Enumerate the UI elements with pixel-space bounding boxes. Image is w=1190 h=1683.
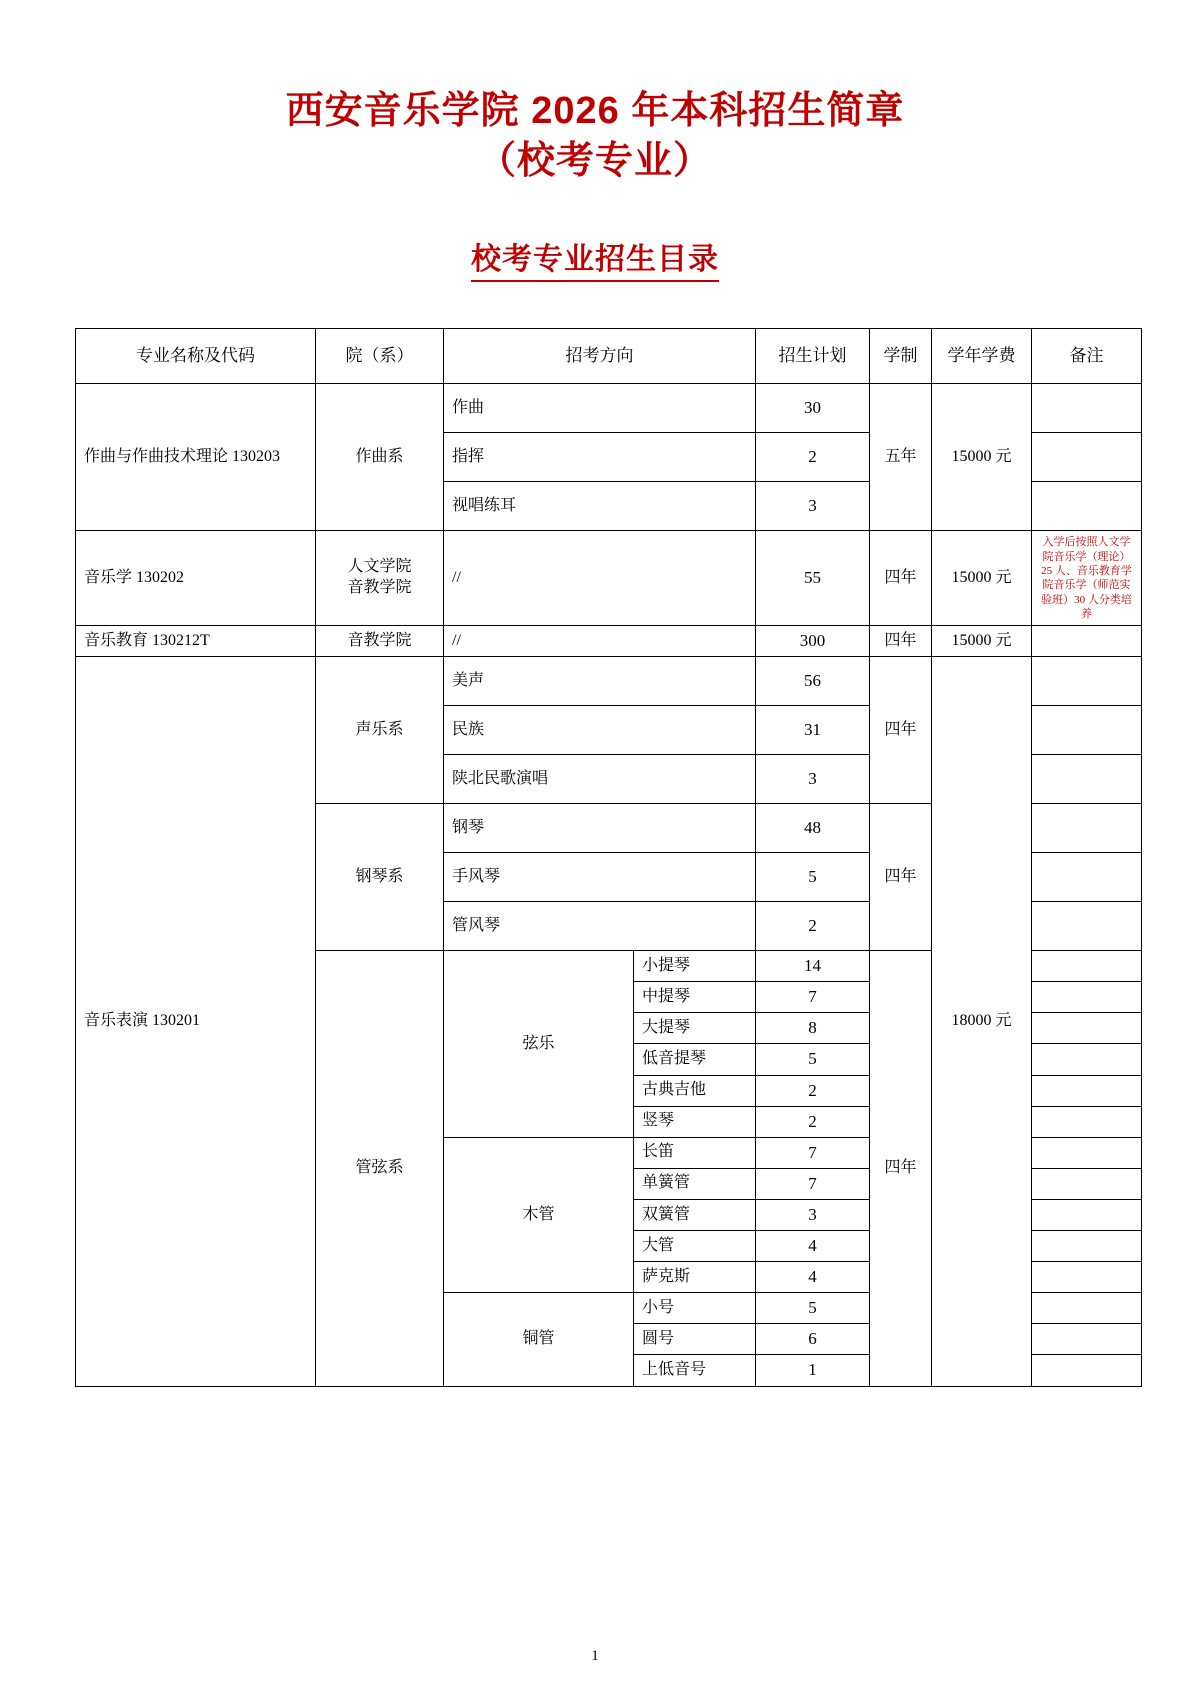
- note-cell: [1032, 1044, 1142, 1075]
- direction-cell: 手风琴: [444, 853, 756, 902]
- title-block: [0, 0, 1190, 186]
- direction-cell: 长笛: [634, 1137, 756, 1168]
- plan-cell: 5: [756, 1293, 870, 1324]
- direction-cell: 陕北民歌演唱: [444, 755, 756, 804]
- plan-cell: 14: [756, 951, 870, 982]
- duration-cell: 五年: [870, 384, 932, 531]
- note-cell: [1032, 982, 1142, 1013]
- page-title: [0, 86, 1190, 186]
- note-cell: [1032, 384, 1142, 433]
- note-cell: [1032, 951, 1142, 982]
- plan-cell: 7: [756, 982, 870, 1013]
- note-cell: [1032, 1106, 1142, 1137]
- plan-cell: 3: [756, 482, 870, 531]
- note-cell: [1032, 433, 1142, 482]
- plan-cell: 2: [756, 1075, 870, 1106]
- department-vocal: 声乐系: [316, 657, 444, 804]
- department-piano: 钢琴系: [316, 804, 444, 951]
- direction-cell: 双簧管: [634, 1199, 756, 1230]
- plan-cell: 55: [756, 531, 870, 626]
- note-cell: [1032, 1355, 1142, 1386]
- note-cell: [1032, 853, 1142, 902]
- group-strings: 弦乐: [444, 951, 634, 1138]
- direction-cell: 大提琴: [634, 1013, 756, 1044]
- plan-cell: 3: [756, 1199, 870, 1230]
- col-header-note: 备注: [1032, 329, 1142, 384]
- col-header-direction: 招考方向: [444, 329, 756, 384]
- note-cell-musicology: 入学后按照人文学院音乐学（理论）25 人、音乐教育学院音乐学（师范实验班）30 人分类培养: [1032, 531, 1142, 626]
- department-line1: 人文学院: [347, 558, 412, 576]
- duration-cell: 四年: [870, 804, 932, 951]
- table-row: [76, 531, 1142, 626]
- table-header-row: [76, 329, 1142, 384]
- plan-cell: 7: [756, 1168, 870, 1199]
- note-cell: [1032, 804, 1142, 853]
- col-header-duration: 学制: [870, 329, 932, 384]
- major-music-education: 音乐教育 130212T: [76, 626, 316, 657]
- note-cell: [1032, 657, 1142, 706]
- plan-cell: 48: [756, 804, 870, 853]
- plan-cell: 300: [756, 626, 870, 657]
- note-cell: [1032, 1262, 1142, 1293]
- note-cell: [1032, 755, 1142, 804]
- note-cell: [1032, 706, 1142, 755]
- plan-cell: 4: [756, 1231, 870, 1262]
- plan-cell: 31: [756, 706, 870, 755]
- tuition-cell: 18000 元: [932, 657, 1032, 1386]
- page-title-line2: （校考专业）: [477, 140, 712, 183]
- direction-cell: 小号: [634, 1293, 756, 1324]
- table-row: [76, 626, 1142, 657]
- admissions-table-wrap: [75, 328, 1132, 1386]
- plan-cell: 5: [756, 853, 870, 902]
- plan-cell: 56: [756, 657, 870, 706]
- tuition-cell: 15000 元: [932, 531, 1032, 626]
- direction-cell: 上低音号: [634, 1355, 756, 1386]
- plan-cell: 3: [756, 755, 870, 804]
- plan-cell: 5: [756, 1044, 870, 1075]
- direction-cell: 竖琴: [634, 1106, 756, 1137]
- note-cell: [1032, 902, 1142, 951]
- note-cell: [1032, 1168, 1142, 1199]
- col-header-major: 专业名称及代码: [76, 329, 316, 384]
- page-number: 1: [591, 1648, 599, 1664]
- note-cell: [1032, 626, 1142, 657]
- direction-cell: 古典吉他: [634, 1075, 756, 1106]
- duration-cell: 四年: [870, 626, 932, 657]
- department-orchestral: 管弦系: [316, 951, 444, 1386]
- direction-cell: 管风琴: [444, 902, 756, 951]
- department-humanities-and-edu: [316, 531, 444, 626]
- note-cell: [1032, 1199, 1142, 1230]
- plan-cell: 4: [756, 1262, 870, 1293]
- plan-cell: 6: [756, 1324, 870, 1355]
- note-cell: [1032, 482, 1142, 531]
- note-cell: [1032, 1231, 1142, 1262]
- col-header-tuition: 学年学费: [932, 329, 1032, 384]
- page-subtitle: 校考专业招生目录: [471, 234, 719, 282]
- tuition-cell: 15000 元: [932, 384, 1032, 531]
- subtitle-block: [0, 234, 1190, 282]
- direction-cell: 小提琴: [634, 951, 756, 982]
- plan-cell: 2: [756, 433, 870, 482]
- department-line2: 音教学院: [347, 579, 412, 597]
- tuition-cell: 15000 元: [932, 626, 1032, 657]
- direction-cell: 低音提琴: [634, 1044, 756, 1075]
- plan-cell: 30: [756, 384, 870, 433]
- table-row: [76, 384, 1142, 433]
- direction-cell: 作曲: [444, 384, 756, 433]
- department-music-edu-college: 音教学院: [316, 626, 444, 657]
- admissions-table: [75, 328, 1142, 1386]
- note-cell: [1032, 1013, 1142, 1044]
- direction-cell: 大管: [634, 1231, 756, 1262]
- note-cell: [1032, 1324, 1142, 1355]
- duration-cell: 四年: [870, 531, 932, 626]
- direction-cell: 美声: [444, 657, 756, 706]
- plan-cell: 2: [756, 1106, 870, 1137]
- col-header-plan: 招生计划: [756, 329, 870, 384]
- note-cell: [1032, 1293, 1142, 1324]
- direction-cell: 钢琴: [444, 804, 756, 853]
- direction-cell: 圆号: [634, 1324, 756, 1355]
- plan-cell: 1: [756, 1355, 870, 1386]
- direction-cell: 视唱练耳: [444, 482, 756, 531]
- duration-cell: 四年: [870, 657, 932, 804]
- group-brass: 铜管: [444, 1293, 634, 1386]
- note-cell: [1032, 1137, 1142, 1168]
- department-composition: 作曲系: [316, 384, 444, 531]
- table-row: [76, 657, 1142, 706]
- major-music-performance: 音乐表演 130201: [76, 657, 316, 1386]
- plan-cell: 7: [756, 1137, 870, 1168]
- page-title-line1: 西安音乐学院 2026 年本科招生简章: [285, 90, 905, 132]
- direction-cell: 中提琴: [634, 982, 756, 1013]
- direction-cell: //: [444, 531, 756, 626]
- col-header-department: 院（系）: [316, 329, 444, 384]
- direction-cell: //: [444, 626, 756, 657]
- direction-cell: 指挥: [444, 433, 756, 482]
- direction-cell: 单簧管: [634, 1168, 756, 1199]
- direction-cell: 民族: [444, 706, 756, 755]
- direction-cell: 萨克斯: [634, 1262, 756, 1293]
- major-composition: 作曲与作曲技术理论 130203: [76, 384, 316, 531]
- plan-cell: 8: [756, 1013, 870, 1044]
- group-woodwind: 木管: [444, 1137, 634, 1292]
- major-musicology: 音乐学 130202: [76, 531, 316, 626]
- duration-cell: 四年: [870, 951, 932, 1386]
- plan-cell: 2: [756, 902, 870, 951]
- note-cell: [1032, 1075, 1142, 1106]
